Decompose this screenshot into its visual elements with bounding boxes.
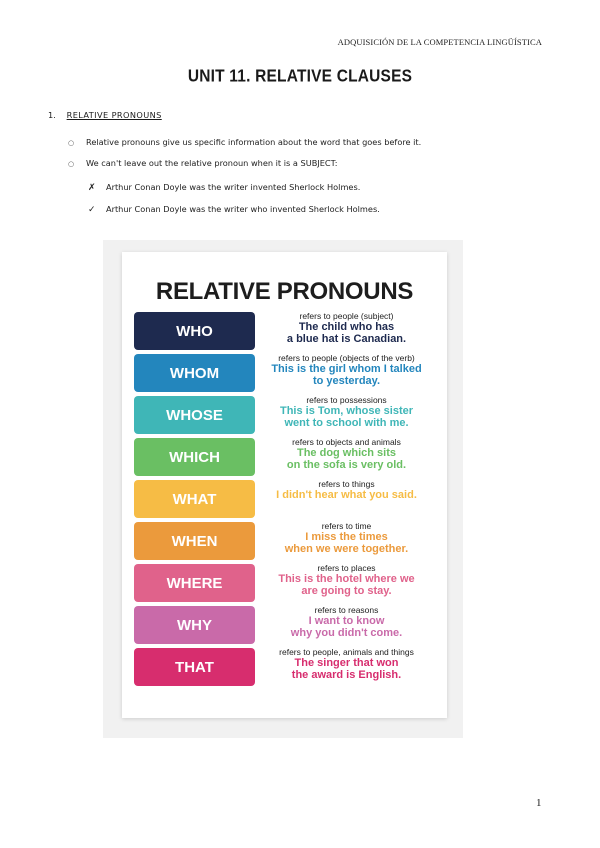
pronoun-description [259,353,434,387]
pronoun-label: WHERE [134,564,255,602]
section-label: RELATIVE PRONOUNS [66,110,162,120]
example-text: Arthur Conan Doyle was the writer who invented Sherlock Holmes. [106,204,380,214]
page-title: UNIT 11. RELATIVE CLAUSES [187,66,413,86]
pronoun-example: when we were together. [284,542,409,555]
pronoun-label: THAT [134,648,255,686]
pronoun-example: on the sofa is very old. [286,458,407,471]
poster-row-who [134,312,439,350]
pronoun-description [259,521,434,555]
pronoun-description [259,605,434,639]
pronoun-example: The child who has [298,321,395,333]
relative-pronouns-poster [122,252,447,718]
poster-row-where [134,564,439,602]
example-correct [88,204,380,215]
pronoun-definition: refers to things [318,479,375,489]
pronoun-example: I want to know [308,615,385,627]
poster-row-when [134,522,439,560]
pronoun-example: The dog which sits [296,447,396,459]
pronoun-example: are going to stay. [301,584,392,597]
pronoun-example: I miss the times [305,531,388,543]
pronoun-definition: refers to possessions [306,395,387,405]
section-number: 1. [48,110,56,120]
pronoun-description [259,311,434,345]
pronoun-label: WHICH [134,438,255,476]
pronoun-label: WHEN [134,522,255,560]
bullet-item [68,158,337,168]
pronoun-definition: refers to places [317,563,376,573]
pronoun-description [259,395,434,429]
pronoun-example: The singer that won [294,657,399,669]
pronoun-definition: refers to people (subject) [299,311,394,321]
example-text: Arthur Conan Doyle was the writer invented Sherlock Holmes. [106,182,361,192]
cross-icon: ✗ [88,183,96,193]
circle-bullet-icon: ○ [68,160,75,168]
bullet-item [68,137,421,147]
pronoun-description [259,647,434,681]
pronoun-label: WHOSE [134,396,255,434]
poster-row-whose [134,396,439,434]
pronoun-description [259,437,434,471]
poster-row-why [134,606,439,644]
example-wrong [88,182,360,193]
bullet-text: Relative pronouns give us specific information about the word that goes before it. [86,137,422,147]
poster-row-whom [134,354,439,392]
pronoun-definition: refers to objects and animals [292,437,401,447]
pronoun-definition: refers to reasons [314,605,379,615]
pronoun-example: This is the hotel where we [278,573,415,585]
poster-title: RELATIVE PRONOUNS [155,278,414,305]
pronoun-definition: refers to people, animals and things [279,647,414,657]
pronoun-description [259,563,434,597]
pronoun-example: This is the girl whom I talked [271,363,422,375]
pronoun-example: the award is English. [291,668,402,681]
poster-row-that [134,648,439,686]
bullet-text: We can't leave out the relative pronoun when it is a SUBJECT: [86,158,338,168]
course-header: ADQUISICIÓN DE LA COMPETENCIA LINGÜÍSTICA [337,37,542,47]
pronoun-label: WHY [134,606,255,644]
pronoun-example: This is Tom, whose sister [279,405,414,417]
check-icon: ✓ [88,205,96,215]
pronoun-example: I didn't hear what you said. [276,489,417,501]
section-heading [48,110,162,120]
poster-row-what [134,480,439,518]
pronoun-definition: refers to time [321,521,372,531]
circle-bullet-icon: ○ [68,139,75,147]
pronoun-example: to yesterday. [312,374,381,387]
page-number: 1 [536,797,542,809]
pronoun-example: a blue hat is Canadian. [286,332,407,345]
pronoun-example: why you didn't come. [290,626,403,639]
pronoun-label: WHO [134,312,255,350]
pronoun-label: WHOM [134,354,255,392]
pronoun-description [259,479,434,502]
poster-row-which [134,438,439,476]
pronoun-label: WHAT [134,480,255,518]
pronoun-example: went to school with me. [284,416,409,429]
pronoun-definition: refers to people (objects of the verb) [278,353,415,363]
